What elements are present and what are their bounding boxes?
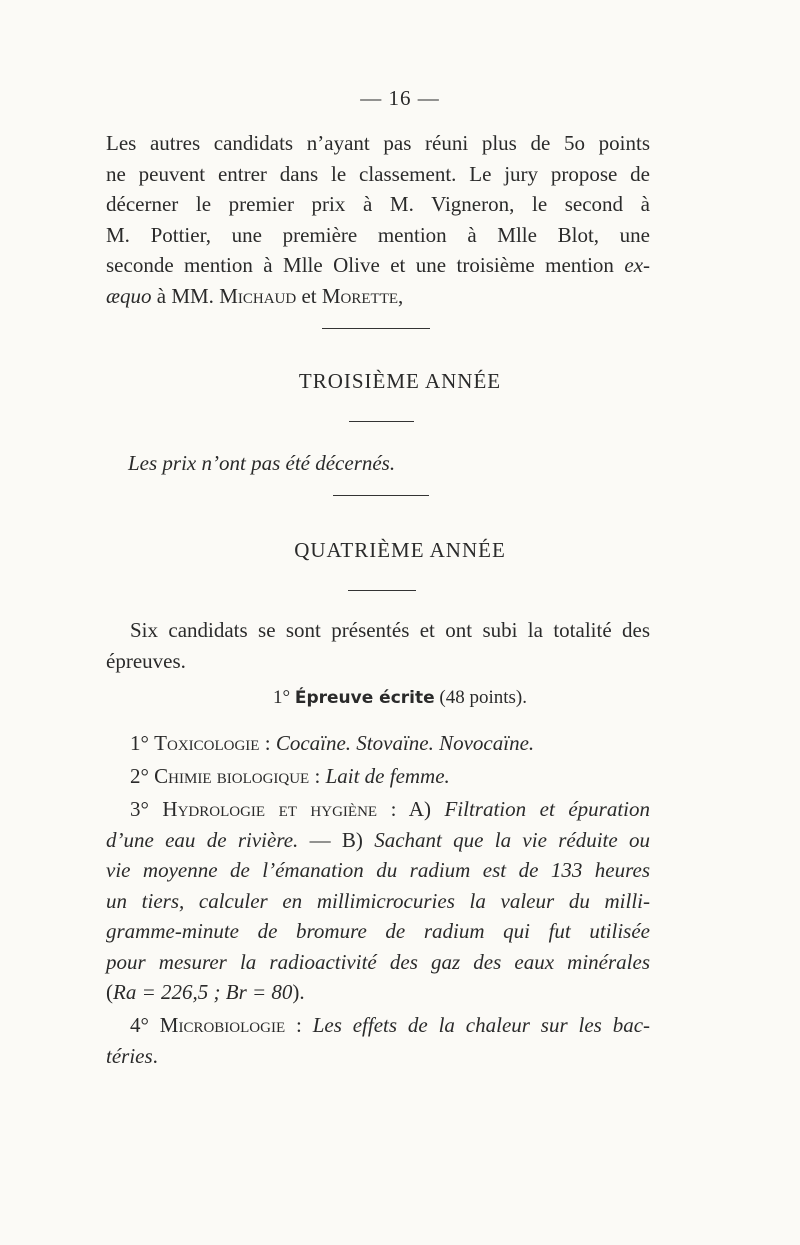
text-line xyxy=(106,1041,650,1072)
text-line xyxy=(106,281,650,312)
text-line: Six candidats se sont présentés et ont subi la totalité des xyxy=(130,618,650,642)
item-number: 2° xyxy=(130,764,149,788)
item-number: 3° xyxy=(130,797,149,821)
text-segment: ). xyxy=(292,980,305,1004)
item-microbiologie xyxy=(106,1010,650,1071)
item-subject: Toxicologie xyxy=(154,731,260,755)
paragraph-classement xyxy=(106,128,650,311)
divider-rule xyxy=(349,421,414,422)
text-line: décerner le premier prix à M. Vigneron, le second à xyxy=(106,192,650,216)
page-number: — 16 — xyxy=(360,86,440,110)
italic-segment: æquo xyxy=(106,283,152,308)
text-segment: seconde mention à Mlle Olive et une troisième mention xyxy=(106,253,614,277)
divider-rule xyxy=(348,590,416,591)
item-subject: Chimie biologique xyxy=(154,764,310,788)
text-line: épreuves. xyxy=(106,648,186,673)
item-number: 1° xyxy=(130,731,149,755)
item-separator: : A) xyxy=(377,797,445,821)
italic-segment: ex- xyxy=(624,253,651,277)
item-separator: — B) xyxy=(298,827,375,852)
divider-rule xyxy=(322,328,430,329)
text-segment: , xyxy=(398,283,404,308)
item-chimie-biologique xyxy=(106,761,650,792)
text-line xyxy=(106,825,650,856)
item-text: Sachant que la vie réduite ou xyxy=(374,827,650,852)
item-separator: : xyxy=(285,1013,313,1037)
text-line xyxy=(106,794,650,825)
name-morette: Morette xyxy=(321,283,399,308)
text-line: Les autres candidats n’ayant pas réuni plus de 5o points xyxy=(106,131,650,155)
paragraph-candidats xyxy=(106,615,650,676)
divider-rule xyxy=(333,495,429,496)
note-prix-non-decernes: Les prix n’ont pas été décernés. xyxy=(128,451,396,475)
heading-troisieme-annee: TROISIÈME ANNÉE xyxy=(298,369,502,393)
item-toxicologie xyxy=(106,728,650,759)
formula-values: Ra = 226,5 ; Br = 80 xyxy=(113,980,293,1004)
item-text: Filtration et épuration xyxy=(444,797,650,821)
text-line: gramme-minute de bromure de radium qui fut utilisée xyxy=(106,919,650,943)
item-text: d’une eau de rivière. xyxy=(106,827,299,852)
item-subject: Hydrologie et hygiène xyxy=(162,797,378,821)
text-line: un tiers, calculer en millimicrocuries la valeur du milli- xyxy=(106,888,650,913)
text-line: pour mesurer la radioactivité des gaz des eaux minérales xyxy=(106,949,650,974)
item-text: Cocaïne. Stovaïne. Novocaïne. xyxy=(275,731,535,755)
epreuve-label: Épreuve écrite xyxy=(294,688,435,708)
item-text: Lait de femme. xyxy=(325,764,450,788)
text-line: vie moyenne de l’émanation du radium est de 133 heures xyxy=(106,858,650,882)
text-segment: . xyxy=(152,1043,158,1068)
epreuve-points: (48 points). xyxy=(434,687,528,708)
item-text: Les effets de la chaleur sur les bac- xyxy=(312,1013,651,1037)
text-line: M. Pottier, une première mention à Mlle Blot, une xyxy=(106,222,650,247)
text-line: ne peuvent entrer dans le classement. Le jury propose de xyxy=(106,161,650,186)
heading-quatrieme-annee: QUATRIÈME ANNÉE xyxy=(294,538,506,562)
text-line xyxy=(106,977,650,1008)
name-michaud: Michaud xyxy=(219,283,297,308)
item-separator: : xyxy=(259,731,276,755)
text-segment: ( xyxy=(106,980,113,1004)
text-line xyxy=(106,1010,650,1041)
text-line xyxy=(106,250,650,281)
item-hydrologie xyxy=(106,794,650,1008)
item-number: 4° xyxy=(130,1013,149,1037)
epreuve-ecrite-title xyxy=(0,687,800,709)
text-segment: à MM. xyxy=(151,283,220,308)
item-subject: Microbiologie xyxy=(159,1013,286,1037)
epreuve-number: 1° xyxy=(272,687,295,708)
item-text: téries xyxy=(106,1043,153,1068)
item-separator: : xyxy=(309,764,326,788)
text-segment: et xyxy=(296,283,322,308)
